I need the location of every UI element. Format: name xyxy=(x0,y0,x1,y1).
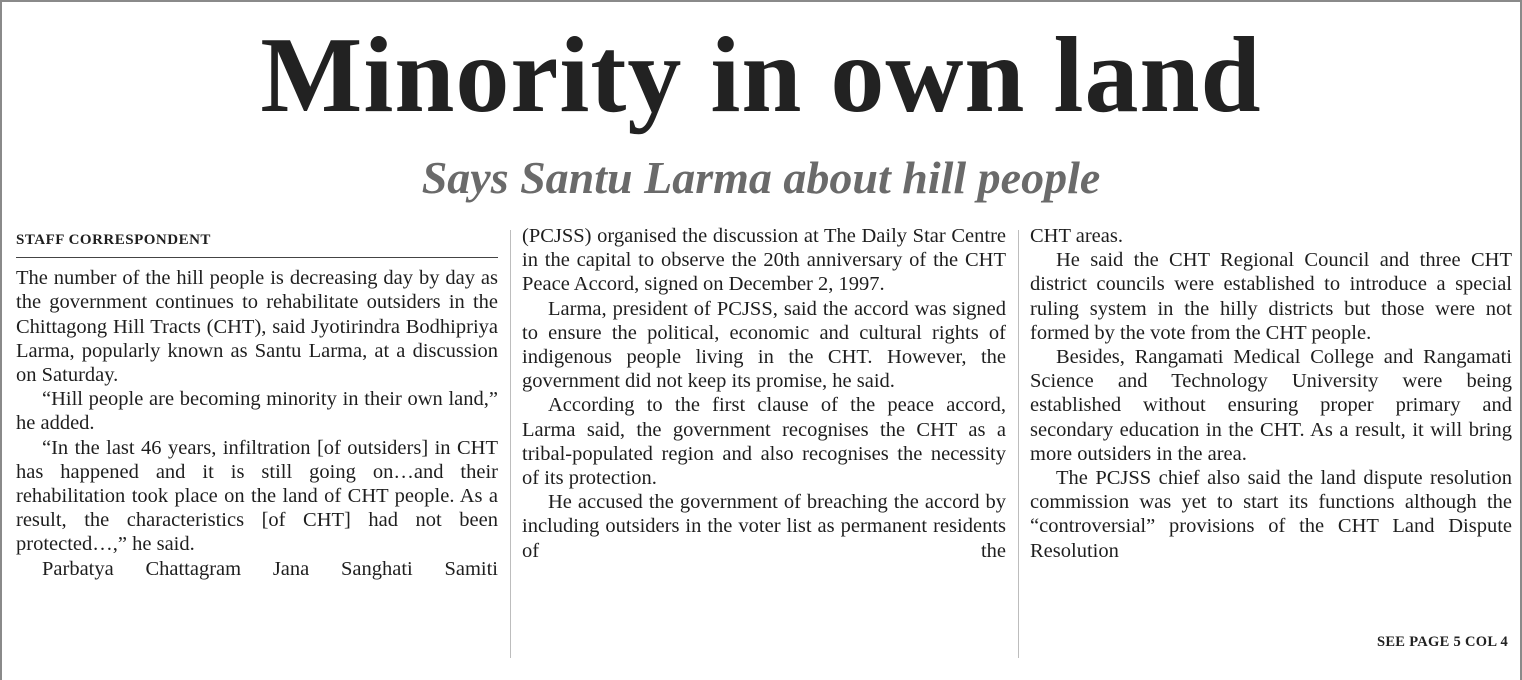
continued-on-page-label: SEE PAGE 5 COL 4 xyxy=(1376,634,1508,650)
paragraph: Larma, president of PCJSS, said the accord was signed to ensure the political, economic and cultural rights of indigenous people living in the CHT. However, the government did not keep its promise, he said. xyxy=(522,297,1006,393)
paragraph: “Hill people are becoming minority in their own land,” he added. xyxy=(16,388,498,435)
article-column-2 xyxy=(522,224,1006,563)
paragraph: (PCJSS) organised the discussion at The Daily Star Centre in the capital to observe the 20th anniversary of the CHT Peace Accord, signed on December 2, 1997. xyxy=(522,225,1006,296)
paragraph: Besides, Rangamati Medical College and Rangamati Science and Technology University were being established without ensuring proper primary and secondary education in the CHT. As a result, it will bring more outsiders in the area. xyxy=(1030,346,1512,465)
byline: STAFF CORRESPONDENT xyxy=(16,224,498,258)
paragraph: According to the first clause of the peace accord, Larma said, the government recognises the CHT as a tribal-populated region and also recognises the necessity of its protection. xyxy=(522,394,1006,490)
paragraph: Parbatya Chattagram Jana Sanghati Samiti xyxy=(42,557,498,580)
paragraph: The number of the hill people is decreasing day by day as the government continues to rehabilitate outsiders in the Chittagong Hill Tracts (CHT), said Jyotirindra Bodhipriya Larma, popularly known as Santu Larma, at a discussion on Saturday. xyxy=(16,267,498,387)
paragraph: CHT areas. xyxy=(1030,225,1123,247)
headline: Minority in own land xyxy=(260,16,1262,135)
article-column-1 xyxy=(16,224,498,581)
paragraph: “In the last 46 years, infiltration [of outsiders] in CHT has happened and it is still going on…and their rehabilitation took place on the land of CHT people. As a result, the characteristics [of CHT] had not been protected…,” he said. xyxy=(16,436,498,556)
article-column-3 xyxy=(1030,224,1512,563)
column-rule-1 xyxy=(510,230,511,658)
paragraph: He accused the government of breaching the accord by including outsiders in the voter list as permanent residents of the xyxy=(522,491,1006,562)
paragraph: The PCJSS chief also said the land dispute resolution commission was yet to start its functions although the “controversial” provisions of the CHT Land Dispute Resolution xyxy=(1030,467,1512,562)
paragraph: He said the CHT Regional Council and three CHT district councils were established to introduce a special ruling system in the hilly districts but those were not formed by the vote from the CHT people. xyxy=(1030,249,1512,344)
column-rule-2 xyxy=(1018,230,1019,658)
subheadline: Says Santu Larma about hill people xyxy=(421,152,1101,203)
